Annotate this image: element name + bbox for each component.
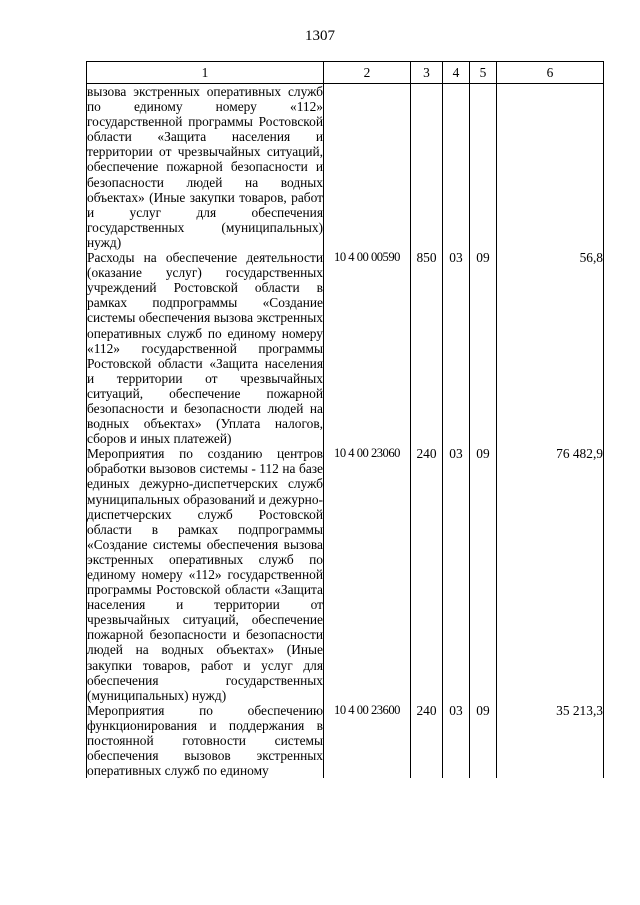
row-rz: 03 [443, 703, 470, 778]
header-col-6: 6 [497, 62, 604, 84]
row-name: Расходы на обеспечение деятельности (оказание услуг) государственных учреждений Ростовской области в рамках подпрограммы «Создание системы обеспечения вызова экстренных оперативных служб по единому номеру «112» государственной программы Ростовской области «Защита населения и территории от чрезвычайных ситуаций, обеспечение пожарной безопасности и безопасности людей на водных объектах» (Уплата налогов, сборов и иных платежей) [87, 250, 323, 447]
row-rz [443, 84, 470, 251]
budget-table [86, 61, 604, 778]
table-row [87, 446, 604, 703]
row-pr: 09 [470, 250, 497, 446]
row-code: 10 4 00 00590 [324, 250, 411, 446]
row-pr [470, 84, 497, 251]
row-vr [411, 84, 443, 251]
row-rz: 03 [443, 250, 470, 446]
row-name: Мероприятия по созданию центров обработки вызовов системы - 112 на базе единых дежурно-диспетчерских служб муниципальных образований и дежурно-диспетчерских служб Ростовской области в рамках подпрограммы «Создание системы обеспечения вызова экстренных оперативных служб по единому номеру «112» государственной программы Ростовской области «Защита населения и территории от чрезвычайных ситуаций, обеспечение пожарной безопасности и безопасности людей на водных объектах» (Иные закупки товаров, работ и услуг для обеспечения государственных (муниципальных) нужд) [87, 446, 323, 703]
row-name: Мероприятия по обеспечению функционирования и поддержания в постоянной готовности системы обеспечения вызовов экстренных оперативных служб по единому [87, 702, 323, 779]
row-code [324, 84, 411, 251]
header-col-4: 4 [443, 62, 470, 84]
table-row [87, 703, 604, 778]
header-col-1: 1 [87, 62, 324, 84]
row-vr: 240 [411, 446, 443, 703]
row-sum: 56,8 [497, 250, 604, 446]
header-col-5: 5 [470, 62, 497, 84]
table-header-row [87, 62, 604, 84]
row-code: 10 4 00 23600 [324, 703, 411, 778]
row-code: 10 4 00 23060 [324, 446, 411, 703]
row-sum: 35 213,3 [497, 703, 604, 778]
row-name: вызова экстренных оперативных служб по единому номеру «112» государственной программы Ростовской области «Защита населения и территории от чрезвычайных ситуаций, обеспечение пожарной безопасности и безопасности людей на водных объектах» (Иные закупки товаров, работ и услуг для обеспечения государственных (муниципальных) нужд) [87, 84, 323, 250]
table-row [87, 84, 604, 251]
row-vr: 850 [411, 250, 443, 446]
row-pr: 09 [470, 446, 497, 703]
row-sum: 76 482,9 [497, 446, 604, 703]
header-col-3: 3 [411, 62, 443, 84]
row-sum [497, 84, 604, 251]
page-number: 1307 [305, 28, 335, 44]
row-rz: 03 [443, 446, 470, 703]
header-col-2: 2 [324, 62, 411, 84]
row-vr: 240 [411, 703, 443, 778]
table-row [87, 250, 604, 446]
row-pr: 09 [470, 703, 497, 778]
